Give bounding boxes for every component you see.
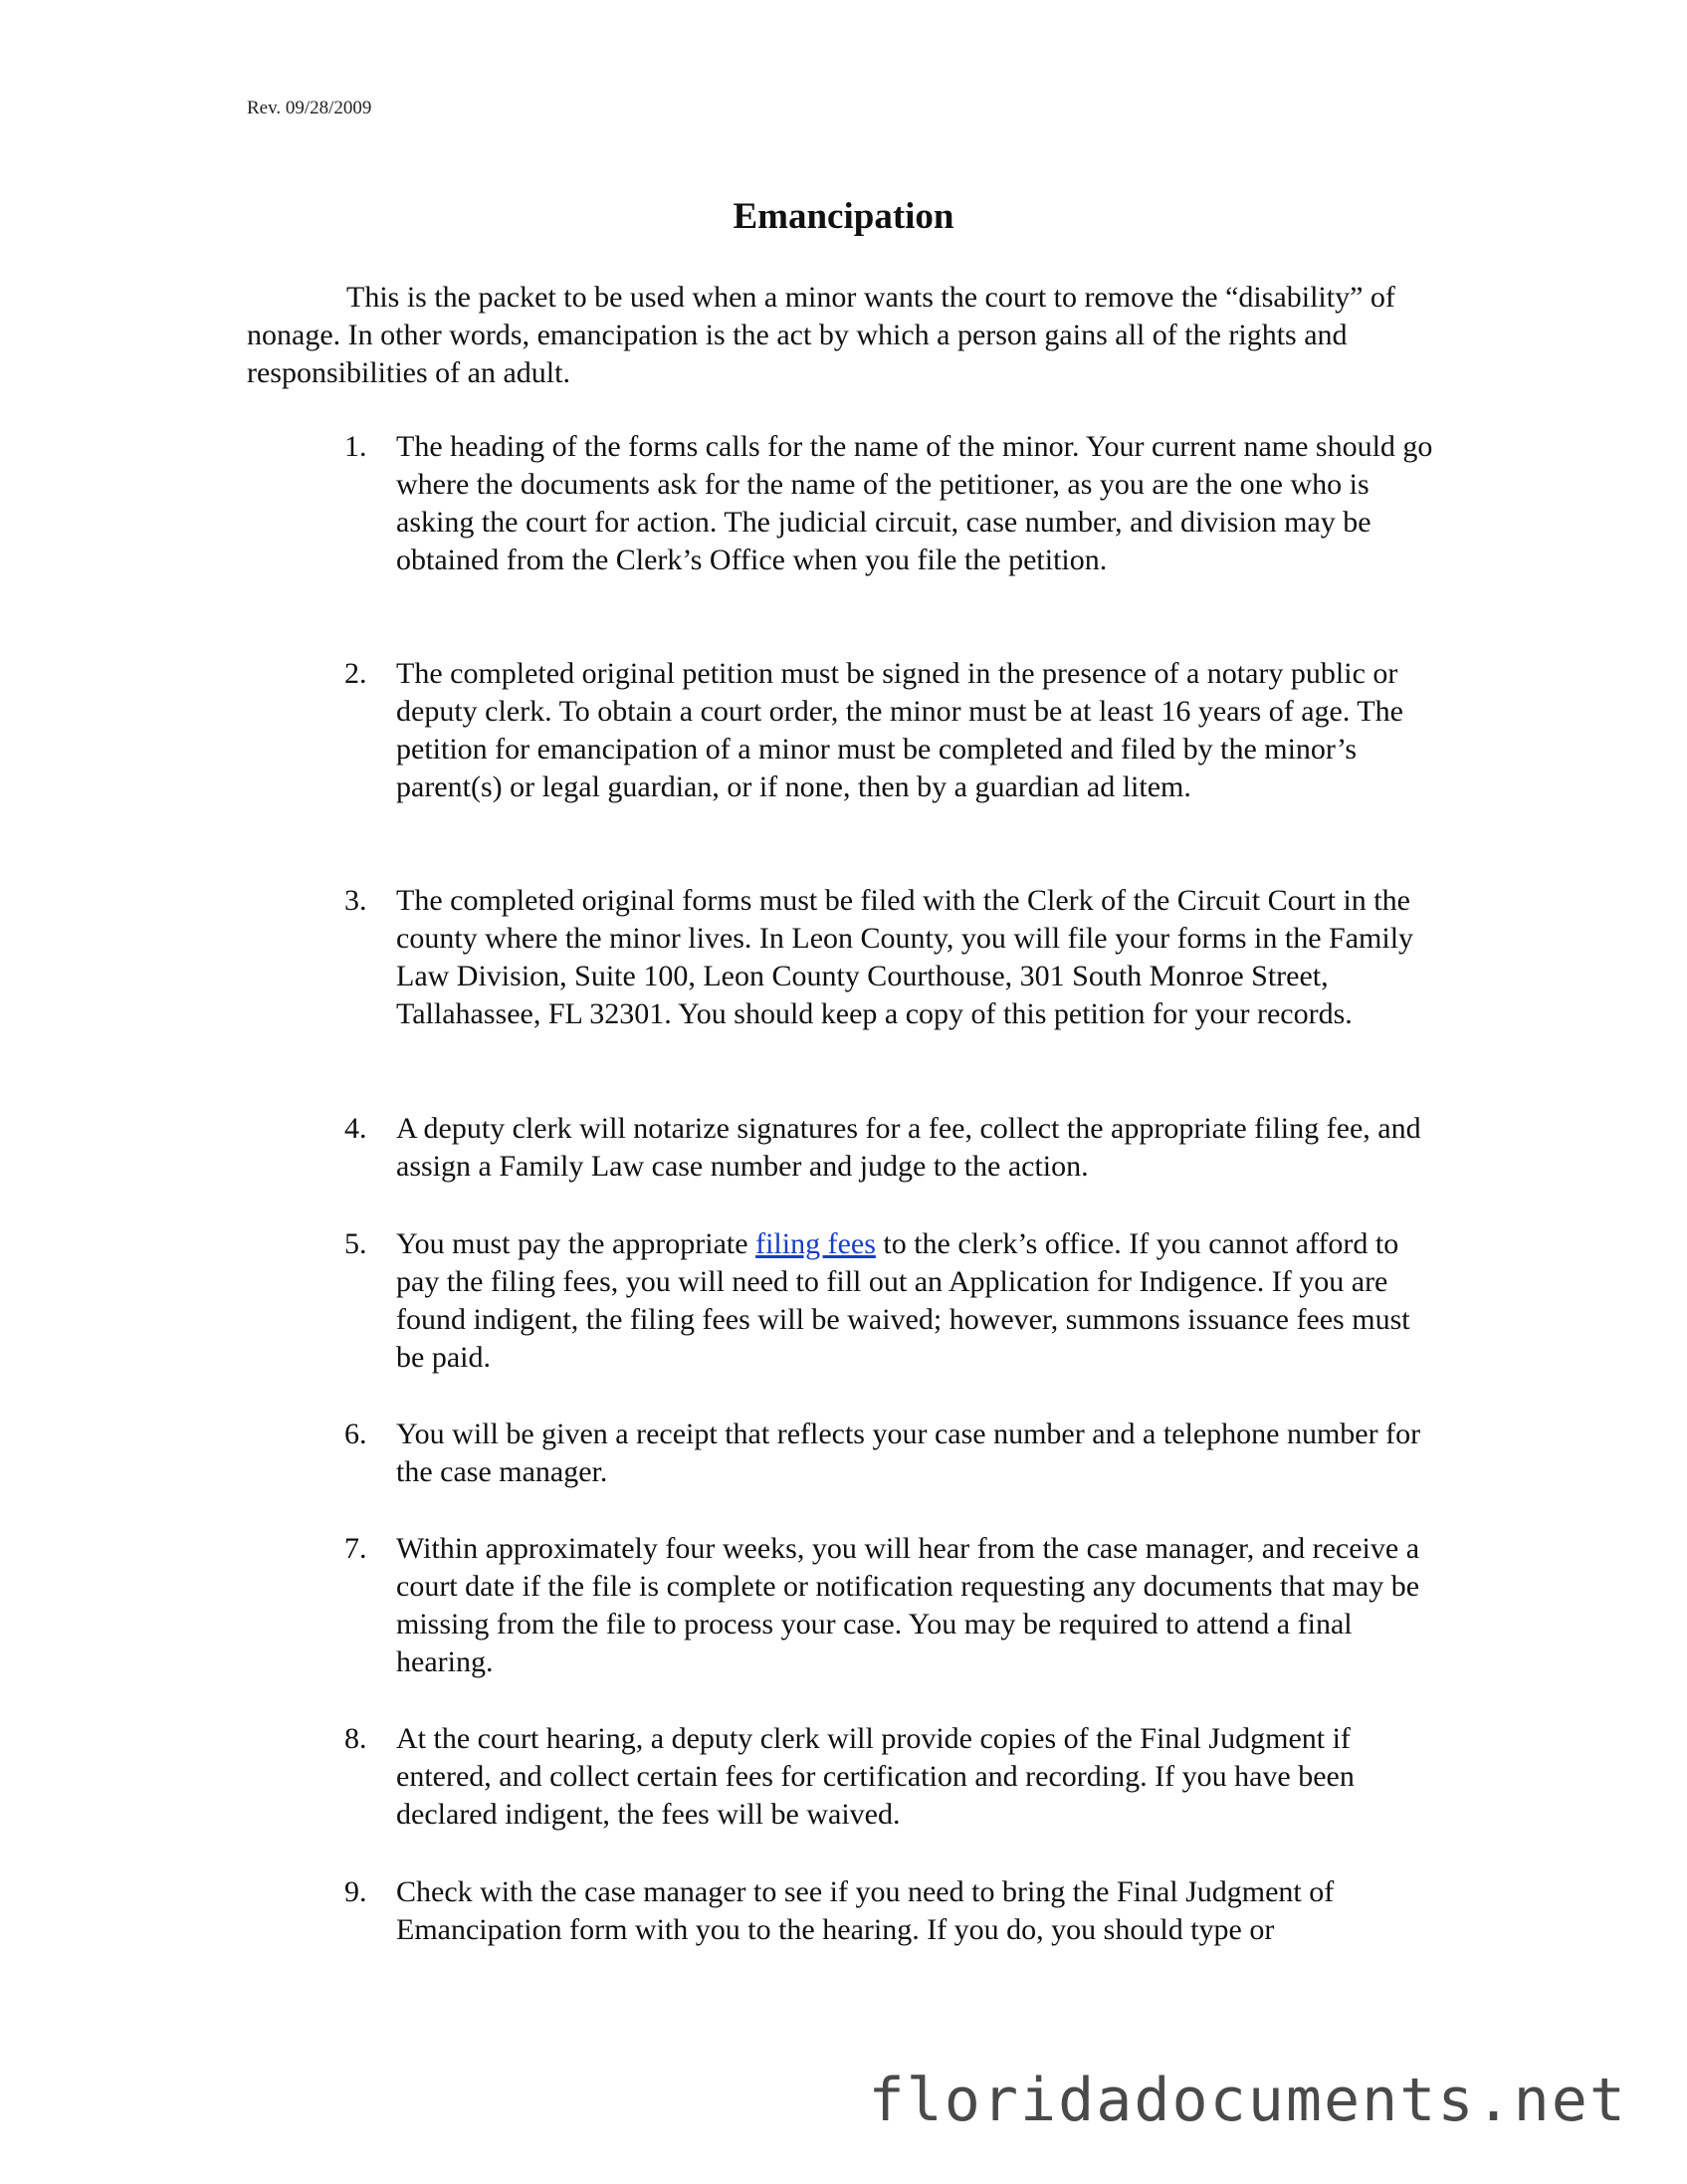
item-text: At the court hearing, a deputy clerk will provide copies of the Final Judgment if entered, and collect certain fees for certification and recording. If you have been declared indigent, the fees will be waived. [396,1722,1355,1831]
item-number: 2. [344,657,367,690]
list-item [344,1720,1439,1834]
item-number: 1. [344,430,367,463]
item-text: You will be given a receipt that reflects your case number and a telephone number for the case manager. [396,1418,1421,1488]
item-number: 5. [344,1227,367,1260]
item-number: 4. [344,1112,367,1145]
item-text: The completed original petition must be signed in the presence of a notary public or deputy clerk. To obtain a court order, the minor must be at least 16 years of age. The petition for emancipation of a minor must be completed and filed by the minor’s parent(s) or legal guardian, or if none, then by a guardian ad litem. [396,657,1403,803]
list-item [344,882,1439,1033]
filing-fees-link[interactable]: filing fees [755,1227,876,1260]
list-item [344,1416,1439,1491]
list-item [344,1530,1439,1681]
item-number: 8. [344,1722,367,1755]
list-item [344,428,1439,579]
item-text: A deputy clerk will notarize signatures for a fee, collect the appropriate filing fee, and assign a Family Law case number and judge to the action. [396,1112,1421,1183]
item-text: The heading of the forms calls for the name of the minor. Your current name should go where the documents ask for the name of the petitioner, as you are the one who is asking the court for action. The judicial circuit, case number, and division may be obtained from the Clerk’s Office when you file the petition. [396,430,1433,576]
item-number: 3. [344,884,367,917]
item-text: The completed original forms must be filed with the Clerk of the Circuit Court in the county where the minor lives. In Leon County, you will file your forms in the Family Law Division, Suite 100, Leon County Courthouse, 301 South Monroe Street, Tallahassee, FL 32301. You should keep a copy of this petition for your records. [396,884,1414,1030]
item-number: 7. [344,1532,367,1565]
item-text [396,1225,1439,1377]
item-text-start: You must pay the appropriate [396,1227,756,1260]
item-number: 6. [344,1418,367,1450]
watermark: floridadocuments.net [868,2066,1627,2135]
item-number: 9. [344,1875,367,1908]
item-text: Check with the case manager to see if you need to bring the Final Judgment of Emancipation form with you to the hearing. If you do, you should type or [396,1875,1335,1946]
item-text-end: to the clerk’s office. If you cannot afford to pay the filing fees, you will need to fill out an Application for Indigence. If you are found indigent, the filing fees will be waived; however, summons issuance fees must be paid. [396,1227,1410,1374]
list-item [344,1225,1439,1377]
page-title: Emancipation [733,196,954,237]
list-item [344,1873,1439,1949]
list-item [344,655,1439,806]
revision-date: Rev. 09/28/2009 [247,98,372,118]
list-item [344,1110,1439,1186]
intro-paragraph: This is the packet to be used when a minor wants the court to remove the “disability” of nonage. In other words, emancipation is the act by which a person gains all of the rights and responsibilities of an adult. [247,281,1395,389]
item-text: Within approximately four weeks, you will hear from the case manager, and receive a court date if the file is complete or notification requesting any documents that may be missing from the file to process your case. You may be required to attend a final hearing. [396,1532,1420,1678]
